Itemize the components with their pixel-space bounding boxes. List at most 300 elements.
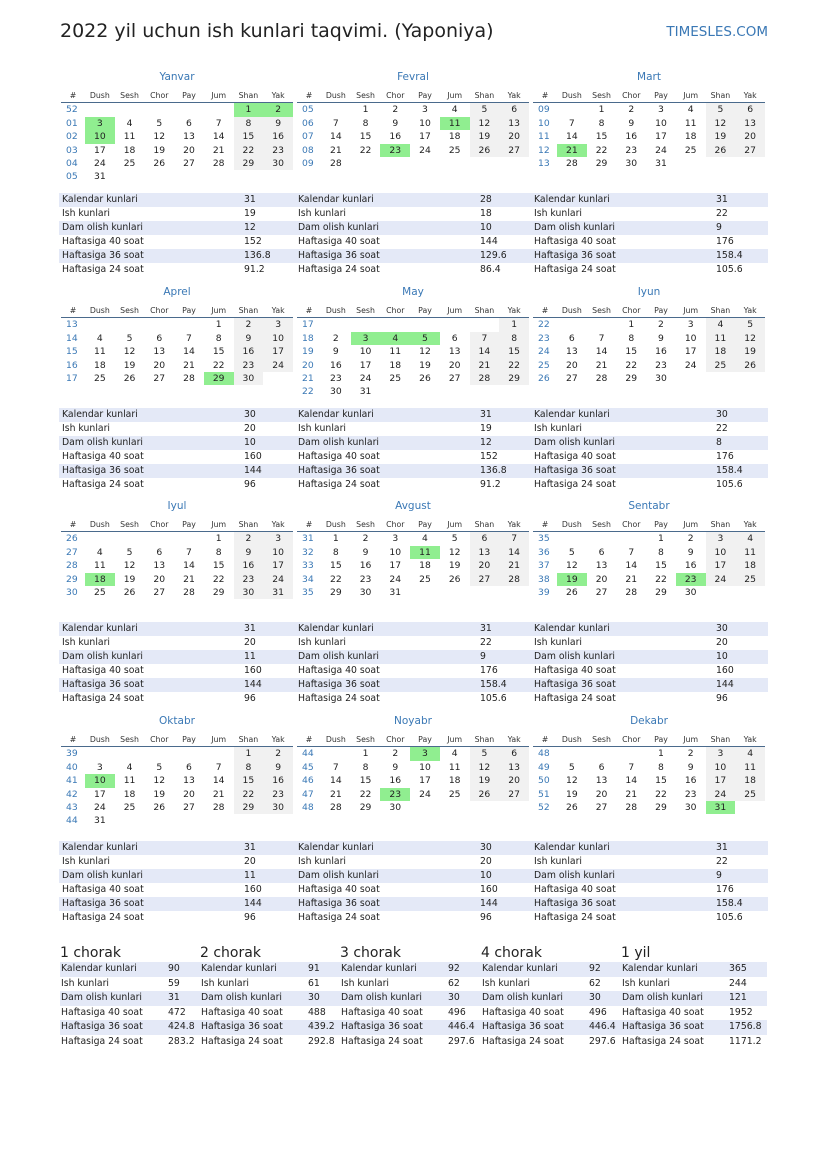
stat-value: 20 (480, 856, 492, 867)
day-cell: 23 (684, 788, 697, 800)
weekday-header: Jum (676, 518, 706, 532)
stat-value: 62 (589, 977, 601, 989)
stat-value: 496 (589, 1006, 607, 1018)
stat-value: 30 (307, 991, 342, 1006)
day-cell: 14 (183, 346, 195, 358)
stat-row (295, 221, 532, 235)
day-cell: 23 (234, 573, 264, 586)
weekday-header: Chor (616, 733, 646, 747)
day-cell: 13 (735, 117, 765, 130)
week-row (297, 761, 529, 774)
stat-label: Haftasiga 40 soat (482, 1006, 564, 1018)
day-cell: 10 (684, 332, 697, 344)
day-cell (587, 318, 617, 332)
day-cell: 13 (448, 346, 461, 358)
stat-value: 31 (716, 841, 768, 855)
day-cell: 23 (263, 788, 293, 801)
month-stats (59, 841, 296, 925)
weekday-header: Pay (410, 518, 440, 532)
day-cell: 9 (687, 761, 694, 773)
month-table (533, 733, 765, 814)
weekday-header: Dush (85, 518, 115, 532)
stat-label: Kalendar kunlari (531, 193, 716, 207)
day-cell: 22 (329, 573, 342, 585)
day-cell: 13 (153, 346, 166, 358)
weekday-header: Shan (470, 89, 500, 103)
day-cell: 15 (359, 131, 372, 143)
week-row (61, 532, 293, 546)
week-row (533, 157, 765, 170)
stat-value: 105.6 (716, 479, 743, 490)
stat-label: Dam olish kunlari (340, 991, 447, 1006)
stat-label: Haftasiga 24 soat (62, 912, 144, 923)
day-cell: 7 (499, 532, 529, 546)
stat-label: Haftasiga 40 soat (61, 1006, 143, 1018)
stat-value: 18 (480, 208, 492, 219)
week-number: 05 (302, 104, 314, 116)
day-cell: 15 (329, 560, 342, 572)
stat-label: Haftasiga 40 soat (622, 1006, 704, 1018)
day-cell: 23 (263, 144, 293, 157)
day-cell: 28 (329, 158, 342, 170)
stat-row (531, 855, 768, 869)
stat-label: Kalendar kunlari (295, 622, 480, 636)
day-cell: 27 (595, 587, 608, 599)
stat-label: Haftasiga 36 soat (295, 249, 480, 263)
day-cell: 1 (658, 533, 664, 545)
day-cell: 23 (359, 573, 372, 585)
day-cell: 7 (568, 117, 575, 129)
day-cell: 21 (183, 359, 195, 371)
month-name: Avgust (395, 500, 431, 512)
stat-label: Haftasiga 40 soat (201, 1006, 283, 1018)
day-cell: 25 (123, 802, 136, 814)
day-cell: 13 (595, 560, 608, 572)
stat-value: 136.8 (244, 249, 296, 263)
day-cell: 5 (451, 533, 458, 545)
stat-row (59, 841, 296, 855)
day-cell: 21 (329, 788, 342, 800)
stat-row (531, 464, 768, 478)
day-cell: 12 (123, 346, 136, 358)
week-row (61, 359, 293, 372)
stat-row (59, 911, 296, 925)
stat-label: Haftasiga 40 soat (534, 884, 616, 895)
weekday-header: Yak (735, 89, 765, 103)
day-cell: 10 (359, 346, 372, 358)
weekday-header: Jum (440, 733, 470, 747)
stat-label: Kalendar kunlari (295, 841, 480, 855)
week-row (61, 814, 293, 827)
day-cell (380, 318, 410, 332)
weekday-header: Dush (557, 518, 587, 532)
day-cell: 17 (706, 774, 736, 787)
day-cell: 1 (658, 748, 664, 760)
day-cell: 17 (684, 346, 697, 358)
stat-value: 96 (244, 479, 256, 490)
day-cell: 3 (410, 747, 440, 761)
day-cell: 18 (684, 131, 697, 143)
stat-value: 61 (308, 977, 320, 989)
stat-value: 105.6 (480, 693, 507, 704)
month-yanvar (61, 70, 293, 184)
day-cell: 23 (380, 144, 410, 157)
week-row (533, 788, 765, 801)
weekday-header: Shan (470, 518, 500, 532)
weekday-header: Pay (646, 304, 676, 318)
week-number: 06 (302, 117, 314, 129)
week-number: 02 (66, 131, 78, 143)
day-cell: 11 (93, 346, 106, 358)
week-number: 14 (66, 332, 78, 344)
stat-value: 20 (716, 637, 728, 648)
stat-value: 59 (168, 977, 180, 989)
day-cell: 3 (96, 761, 103, 773)
weekday-header: Dush (557, 89, 587, 103)
week-row (533, 573, 765, 586)
day-cell: 1 (598, 104, 605, 116)
day-cell: 5 (410, 332, 440, 345)
week-number: 48 (302, 802, 314, 814)
day-cell: 29 (625, 373, 638, 385)
day-cell: 18 (85, 573, 115, 586)
month-table (61, 518, 293, 599)
summary-table (481, 962, 623, 1050)
week-number: 12 (538, 144, 550, 156)
month-table (61, 304, 293, 385)
weekday-header: Sesh (587, 304, 617, 318)
stat-label: Haftasiga 36 soat (531, 249, 716, 263)
stat-row (340, 1035, 482, 1050)
day-cell (616, 747, 646, 761)
day-cell: 20 (499, 774, 529, 787)
week-number: 21 (302, 373, 314, 385)
day-cell: 26 (419, 373, 431, 385)
stat-label: Haftasiga 24 soat (298, 912, 380, 923)
stat-value: 31 (480, 622, 532, 636)
week-row (533, 801, 765, 814)
day-cell: 6 (156, 546, 163, 558)
day-cell: 27 (499, 788, 529, 801)
weekday-header: Shan (706, 518, 736, 532)
stat-label: Haftasiga 24 soat (298, 693, 380, 704)
week-number: 51 (538, 788, 550, 800)
day-cell: 13 (499, 117, 529, 130)
day-cell: 27 (595, 802, 608, 814)
stat-label: Kalendar kunlari (60, 962, 167, 977)
stat-label: Haftasiga 24 soat (298, 264, 380, 275)
week-number: 38 (538, 573, 550, 585)
day-cell (115, 747, 145, 761)
day-cell: 9 (332, 346, 339, 358)
stat-value: 472 (168, 1006, 186, 1018)
weekday-header: Sesh (587, 89, 617, 103)
week-number: 19 (302, 346, 314, 358)
summary-table (60, 962, 202, 1050)
day-cell: 18 (448, 775, 461, 787)
weekday-header: Dush (85, 733, 115, 747)
stat-row (59, 221, 296, 235)
weekday-header: Dush (557, 733, 587, 747)
day-cell: 8 (658, 546, 664, 558)
summary-year (621, 944, 767, 1050)
stat-row (531, 436, 768, 450)
stat-row (295, 636, 532, 650)
day-cell: 25 (735, 788, 765, 801)
weekday-header: Jum (204, 733, 234, 747)
stat-label: Dam olish kunlari (295, 221, 480, 235)
day-cell: 11 (123, 775, 136, 787)
week-row (61, 130, 293, 143)
stat-value: 158.4 (480, 678, 532, 692)
day-cell: 2 (362, 533, 369, 545)
week-row (61, 170, 293, 183)
week-row (297, 345, 529, 358)
week-number: 07 (302, 131, 314, 143)
stat-row (60, 1020, 202, 1035)
stat-row (295, 911, 532, 925)
stat-label: Dam olish kunlari (59, 221, 244, 235)
week-row (297, 532, 529, 546)
week-row (297, 372, 529, 385)
day-cell: 20 (183, 144, 195, 156)
day-cell (85, 747, 115, 761)
month-name: Yanvar (159, 71, 195, 83)
day-cell: 8 (362, 761, 369, 773)
day-cell: 14 (212, 775, 225, 787)
weekday-header: Dush (85, 304, 115, 318)
stat-row (621, 1006, 767, 1021)
weekday-header: Yak (263, 733, 293, 747)
day-cell (263, 170, 293, 183)
week-row (297, 747, 529, 761)
day-cell: 29 (204, 372, 234, 385)
stat-row (621, 962, 767, 977)
day-cell: 7 (186, 332, 192, 344)
day-cell: 19 (153, 788, 166, 800)
day-cell: 17 (655, 131, 667, 143)
day-cell: 25 (706, 359, 736, 372)
week-row (61, 345, 293, 358)
day-cell: 15 (234, 774, 264, 787)
day-cell: 26 (448, 573, 461, 585)
stat-row (340, 962, 482, 977)
day-cell (440, 318, 470, 332)
stat-value: 11 (244, 869, 296, 883)
day-cell: 26 (470, 144, 500, 157)
stat-value: 22 (716, 208, 728, 219)
stat-row (481, 991, 623, 1006)
day-cell: 17 (419, 775, 431, 787)
day-cell: 30 (389, 802, 402, 814)
month-iyun (533, 285, 765, 385)
stat-value: 129.6 (480, 249, 532, 263)
day-cell: 23 (625, 144, 638, 156)
day-cell: 19 (153, 144, 166, 156)
stat-value: 1756.8 (728, 1020, 767, 1035)
month-stats (531, 622, 768, 706)
day-cell: 9 (234, 546, 264, 559)
stat-value: 152 (244, 236, 262, 247)
day-cell: 27 (735, 144, 765, 157)
day-cell (735, 801, 765, 814)
stat-label: Ish kunlari (61, 977, 110, 989)
stat-value: 144 (244, 897, 296, 911)
month-name: Oktabr (159, 715, 195, 727)
day-cell: 23 (380, 788, 410, 801)
stat-label: Kalendar kunlari (481, 962, 588, 977)
day-cell (144, 318, 174, 332)
weekday-header: Chor (144, 733, 174, 747)
day-cell (470, 586, 500, 599)
stat-value: 160 (244, 665, 262, 676)
day-cell (499, 385, 529, 398)
stat-row (295, 897, 532, 911)
stat-row (531, 450, 768, 464)
day-cell: 9 (362, 546, 369, 558)
stat-row (531, 408, 768, 422)
day-cell: 24 (389, 573, 402, 585)
stat-label: Haftasiga 36 soat (60, 1020, 167, 1035)
summary-table (200, 962, 342, 1050)
day-cell: 29 (499, 372, 529, 385)
day-cell (263, 814, 293, 827)
month-stats (295, 193, 532, 277)
day-cell: 17 (263, 559, 293, 572)
day-cell: 18 (735, 559, 765, 572)
day-cell: 25 (684, 144, 697, 156)
day-cell (676, 372, 706, 385)
stat-row (59, 692, 296, 706)
day-cell: 18 (389, 359, 402, 371)
weekday-header: Chor (144, 304, 174, 318)
week-number: 50 (538, 775, 550, 787)
day-cell: 26 (565, 587, 578, 599)
summary-quarter-2 (200, 944, 342, 1050)
day-cell: 4 (735, 532, 765, 546)
stat-label: Haftasiga 36 soat (295, 464, 480, 478)
day-cell (174, 170, 204, 183)
day-cell: 17 (389, 560, 402, 572)
weekday-header: Chor (380, 89, 410, 103)
month-noyabr (297, 714, 529, 814)
day-cell: 6 (186, 117, 192, 129)
day-cell: 17 (93, 788, 106, 800)
stat-value: 176 (716, 236, 734, 247)
day-cell (616, 532, 646, 546)
week-number: 18 (302, 332, 314, 344)
month-oktabr (61, 714, 293, 828)
day-cell (174, 103, 204, 117)
stat-value: 91.2 (480, 479, 501, 490)
day-cell: 4 (126, 761, 133, 773)
day-cell: 6 (499, 747, 529, 761)
day-cell: 21 (557, 144, 587, 157)
weekday-header: Pay (410, 733, 440, 747)
week-row (61, 586, 293, 599)
weekday-header: Yak (263, 304, 293, 318)
month-name: Noyabr (394, 715, 432, 727)
stat-value: 160 (716, 665, 734, 676)
weekday-header: Chor (616, 89, 646, 103)
day-cell: 5 (126, 332, 133, 344)
stat-label: Kalendar kunlari (295, 193, 480, 207)
month-table (533, 89, 765, 170)
stat-value: 105.6 (716, 912, 743, 923)
week-row (297, 546, 529, 559)
week-number: 44 (66, 815, 78, 827)
week-number: 46 (302, 775, 314, 787)
day-cell: 20 (565, 359, 578, 371)
weekday-header: Yak (735, 733, 765, 747)
day-cell: 19 (123, 573, 136, 585)
stat-value: 176 (480, 665, 498, 676)
day-cell: 17 (359, 359, 372, 371)
day-cell: 17 (263, 345, 293, 358)
day-cell: 5 (156, 761, 163, 773)
weekday-header: Jum (204, 518, 234, 532)
week-number: 27 (66, 546, 78, 558)
stat-label: Dam olish kunlari (59, 650, 244, 664)
stat-row (200, 991, 342, 1006)
week-number: 25 (538, 359, 550, 371)
day-cell: 18 (419, 560, 431, 572)
week-row (297, 788, 529, 801)
stat-label: Kalendar kunlari (200, 962, 307, 977)
day-cell: 16 (684, 775, 697, 787)
day-cell: 23 (329, 373, 342, 385)
stat-value: 86.4 (480, 264, 501, 275)
stat-row (60, 962, 202, 977)
stat-label: Haftasiga 40 soat (298, 451, 380, 462)
month-table (297, 733, 529, 814)
day-cell: 3 (687, 319, 694, 331)
week-number: 22 (302, 386, 314, 398)
page-title: 2022 yil uchun ish kunlari taqvimi. (Yaponiya) (60, 20, 494, 42)
month-stats (295, 408, 532, 492)
stat-row (531, 664, 768, 678)
week-number: 35 (302, 587, 314, 599)
day-cell (144, 532, 174, 546)
week-number: 45 (302, 761, 314, 773)
day-cell: 7 (186, 546, 192, 558)
day-cell: 3 (85, 117, 115, 130)
stat-label: Haftasiga 24 soat (482, 1035, 564, 1047)
site-logo-link[interactable]: TIMESLES.COM (666, 24, 768, 40)
day-cell (115, 103, 145, 117)
stat-label: Dam olish kunlari (59, 869, 244, 883)
day-cell: 27 (153, 587, 166, 599)
weekday-header: Shan (470, 304, 500, 318)
day-cell: 11 (735, 546, 765, 559)
month-iyul (61, 499, 293, 599)
stat-value: 22 (480, 637, 492, 648)
stat-label: Kalendar kunlari (59, 622, 244, 636)
stat-value: 12 (480, 436, 532, 450)
stat-row (531, 622, 768, 636)
stat-row (481, 1035, 623, 1050)
stat-label: Haftasiga 36 soat (295, 678, 480, 692)
day-cell: 10 (85, 130, 115, 143)
weekday-header: Jum (440, 89, 470, 103)
day-cell: 24 (419, 144, 431, 156)
day-cell: 19 (470, 130, 500, 143)
stat-row (531, 422, 768, 436)
stat-label: Dam olish kunlari (59, 436, 244, 450)
day-cell: 13 (153, 560, 166, 572)
stat-value: 160 (480, 884, 498, 895)
day-cell (470, 157, 500, 170)
